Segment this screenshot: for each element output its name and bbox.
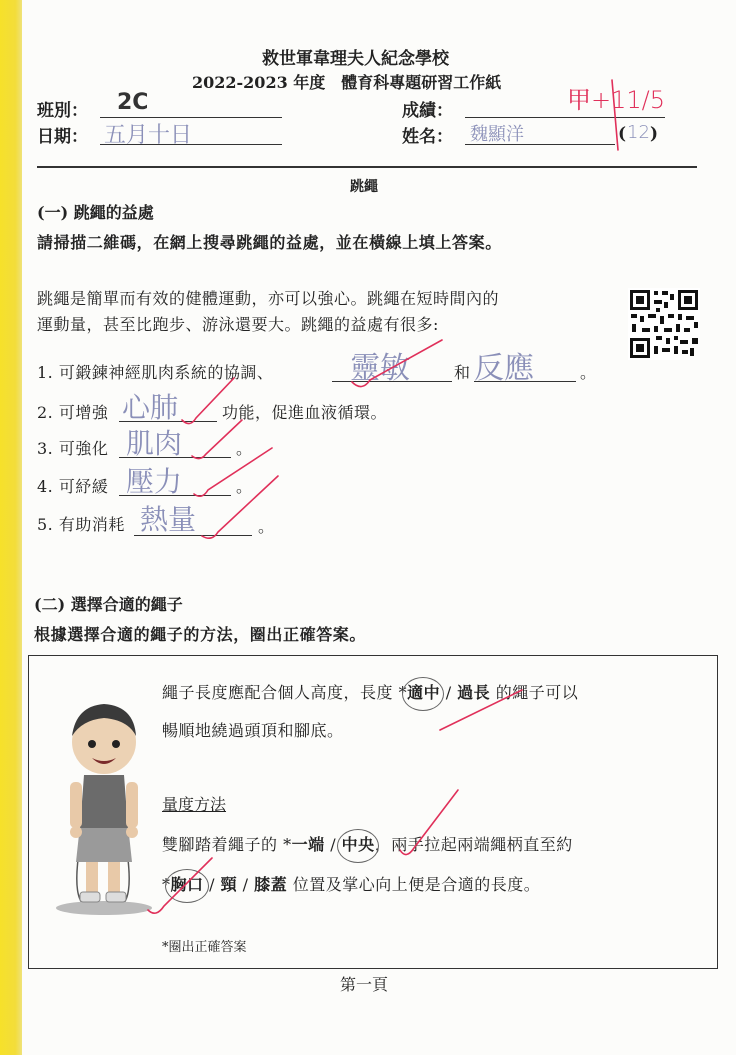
class-label: 班別： xyxy=(37,101,88,121)
q2-suffix: 功能，促進血液循環。 xyxy=(222,403,388,422)
name-value: 魏顯洋 xyxy=(470,124,524,145)
option-too-long[interactable]: 過長 xyxy=(457,683,491,702)
option-neck[interactable]: 頸 xyxy=(220,875,238,894)
tick-mark-q3 xyxy=(192,420,242,459)
section2-heading: (二) 選擇合適的繩子 xyxy=(34,595,183,614)
box-sep-2: / xyxy=(324,835,342,854)
number-open: ( xyxy=(618,124,627,144)
school-name: 救世軍韋理夫人紀念學校 xyxy=(262,49,449,69)
score-label: 成績： xyxy=(402,101,453,121)
measure-heading: 量度方法 xyxy=(162,795,227,814)
footnote: *圈出正確答案 xyxy=(162,940,247,955)
box-line-1-text-b: 的繩子可以 xyxy=(490,683,579,702)
q3-answer: 肌肉 xyxy=(126,427,183,460)
tick-mark-q1 xyxy=(352,340,442,387)
tick-mark-score xyxy=(612,80,618,150)
student-number: 12 xyxy=(627,122,650,143)
q2-answer: 心肺 xyxy=(122,391,179,424)
page-title: 跳繩 xyxy=(350,179,378,195)
teacher-tick-marks xyxy=(22,0,736,1055)
box-sep-1: / xyxy=(440,683,458,702)
intro-line-1: 跳繩是簡單而有效的健體運動，亦可以強心。跳繩在短時間內的 xyxy=(37,289,500,308)
class-value: 2C xyxy=(117,90,149,115)
date-value: 五月十日 xyxy=(104,123,193,148)
date-label: 日期： xyxy=(37,127,88,147)
section1-instruction: 請掃描二維碼，在網上搜尋跳繩的益處，並在橫線上填上答案。 xyxy=(37,233,502,252)
option-one-end[interactable]: 一端 xyxy=(291,835,325,854)
box-line-4-star: * xyxy=(162,875,171,894)
q1-prefix: 1. 可鍛鍊神經肌肉系統的協調、 xyxy=(37,363,274,382)
q1-suffix: 。 xyxy=(580,363,597,382)
tick-mark-q5 xyxy=(202,476,278,538)
box-line-3-text-b: ，兩手拉起兩端繩柄直至約 xyxy=(374,835,573,854)
q5-answer: 熱量 xyxy=(140,503,197,536)
option-knee[interactable]: 膝蓋 xyxy=(254,875,288,894)
box-sep-3: / xyxy=(203,875,221,894)
box-line-3-text-a: 雙腳踏着繩子的 * xyxy=(162,835,292,854)
q1-mid: 和 xyxy=(454,363,471,382)
option-chest[interactable]: 胸口 xyxy=(171,875,204,894)
q2-prefix: 2. 可增強 xyxy=(37,403,109,422)
worksheet-page xyxy=(22,0,736,1055)
q3-prefix: 3. 可強化 xyxy=(37,439,109,458)
box-line-1-text-a: 繩子長度應配合個人高度，長度 * xyxy=(162,683,408,702)
page-number: 第一頁 xyxy=(340,975,389,994)
tick-mark-q2 xyxy=(182,378,234,424)
yellow-page-edge xyxy=(0,0,22,1055)
tick-mark-opt-a xyxy=(440,690,522,730)
box-sep-4: / xyxy=(237,875,255,894)
option-moderate[interactable]: 適中 xyxy=(407,683,440,702)
q5-suffix: 。 xyxy=(258,517,275,536)
q1-answer-a: 靈敏 xyxy=(350,351,410,386)
q5-prefix: 5. 有助消耗 xyxy=(37,515,125,534)
section2-instruction: 根據選擇合適的繩子的方法，圈出正確答案。 xyxy=(34,625,367,644)
option-middle[interactable]: 中央 xyxy=(342,835,375,854)
number-close: ) xyxy=(650,124,659,144)
tick-mark-opt-c xyxy=(148,858,212,913)
score-value: 甲+11/5 xyxy=(567,86,666,114)
section1-heading: (一) 跳繩的益處 xyxy=(37,203,154,222)
q1-answer-b: 反應 xyxy=(474,351,534,386)
box-line-2: 暢順地繞過頭頂和腳底。 xyxy=(162,721,344,740)
tick-mark-opt-b xyxy=(400,790,458,855)
q4-suffix: 。 xyxy=(236,477,253,496)
year-title: 2022-2023 年度 體育科專題研習工作紙 xyxy=(192,73,502,92)
name-label: 姓名： xyxy=(402,127,453,147)
q4-prefix: 4. 可紓緩 xyxy=(37,477,109,496)
q3-suffix: 。 xyxy=(236,439,253,458)
box-line-4-text-b: 位置及掌心向上便是合適的長度。 xyxy=(287,875,541,894)
q4-answer: 壓力 xyxy=(126,465,183,498)
intro-line-2: 運動量，甚至比跑步、游泳還要大。跳繩的益處有很多: xyxy=(37,315,439,334)
